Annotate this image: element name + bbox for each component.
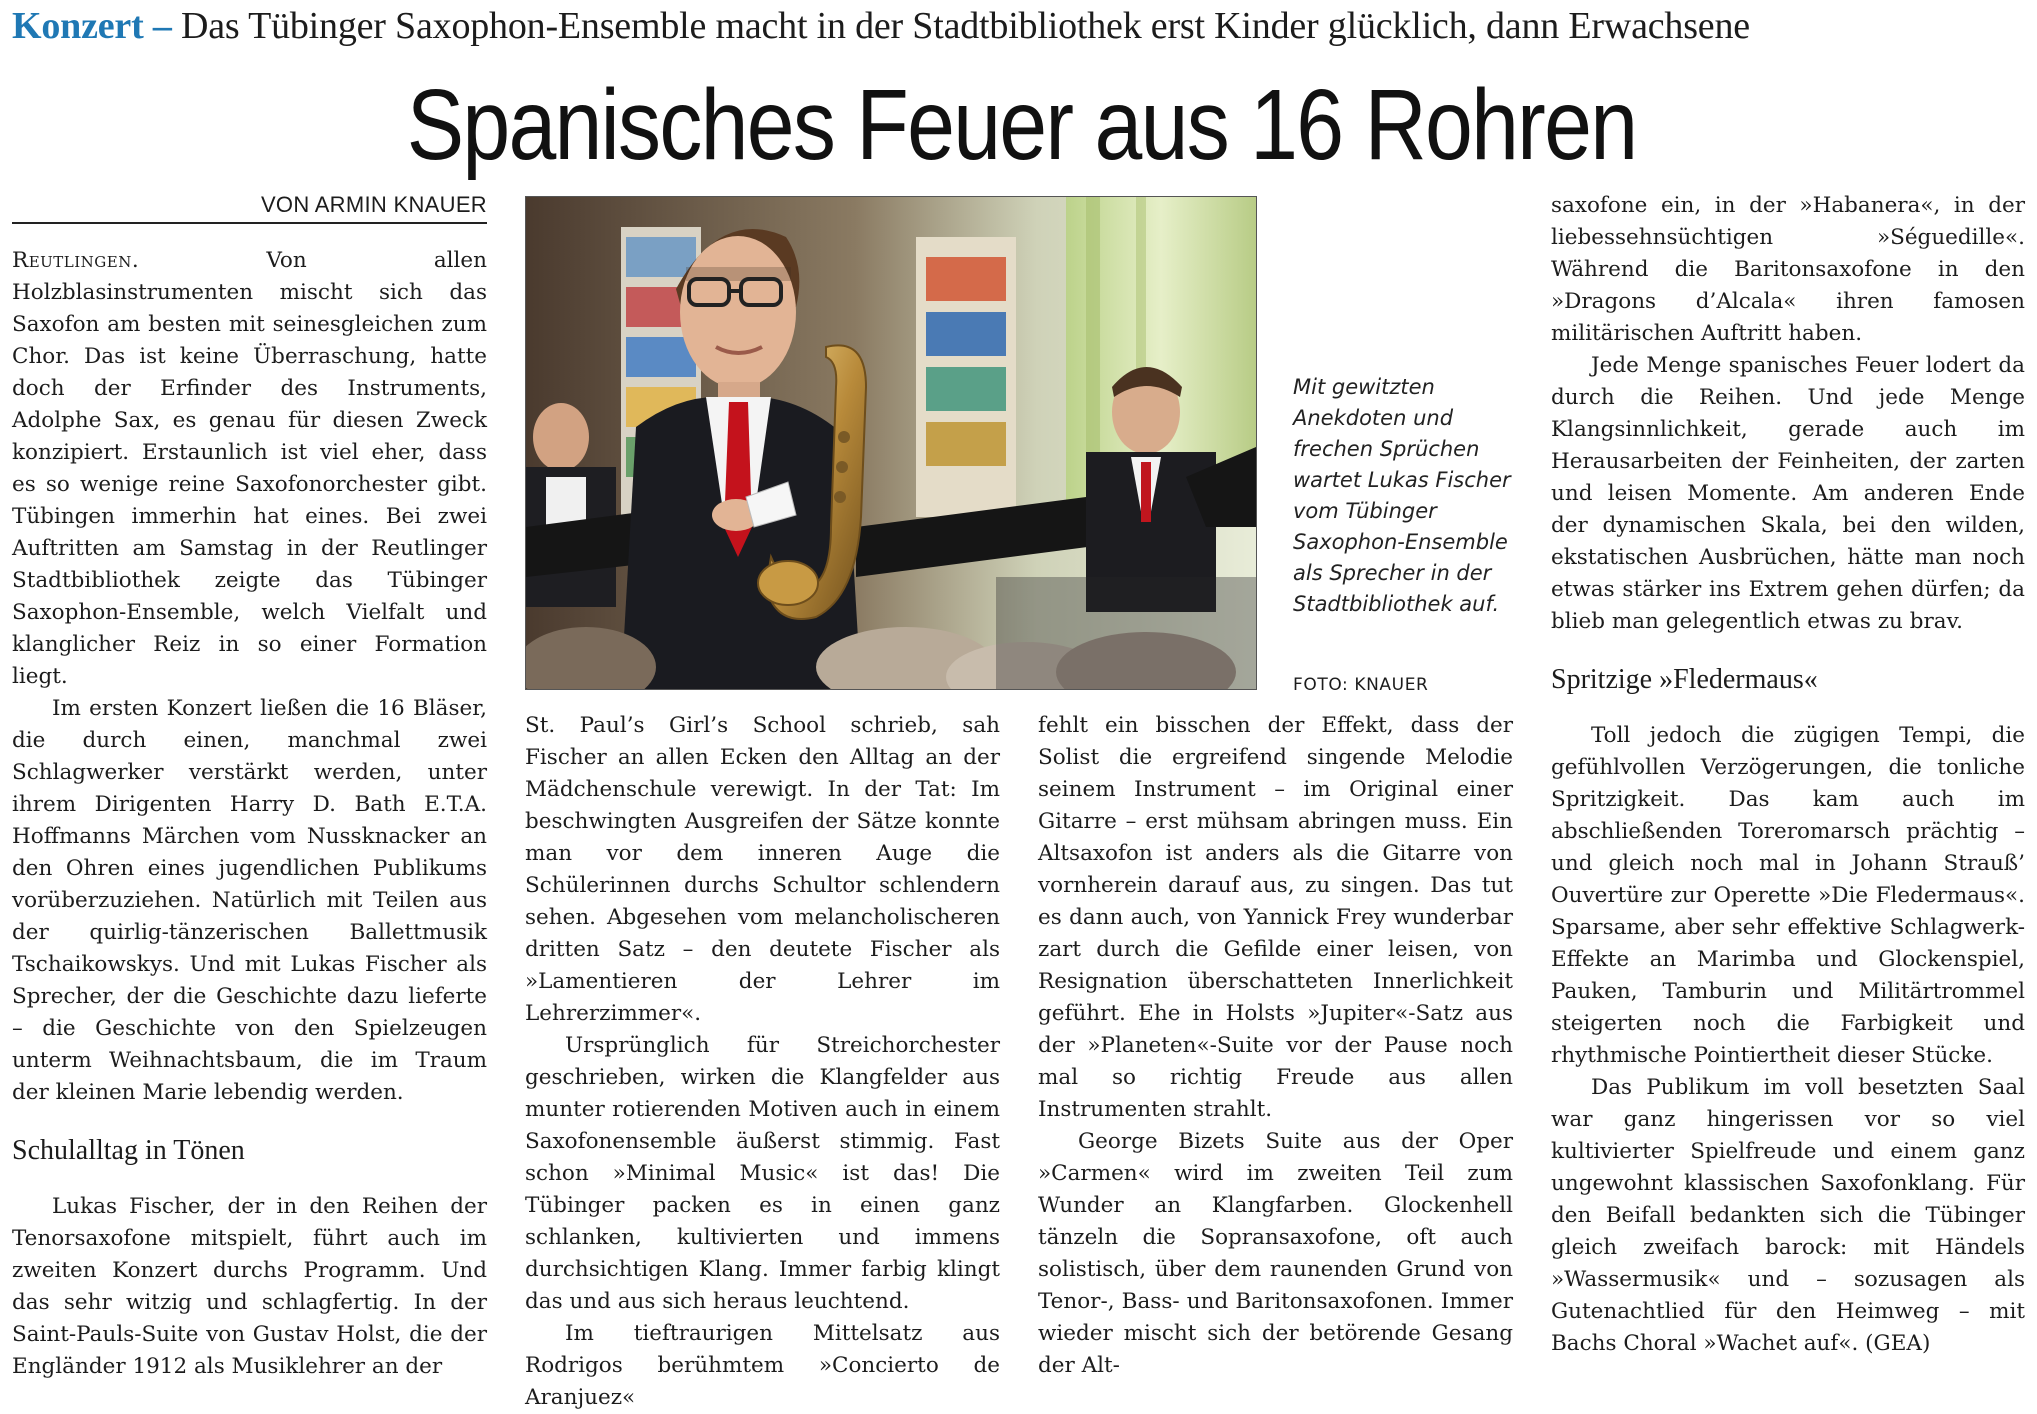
dateline: Reutlingen. — [12, 248, 140, 273]
paragraph: saxofone ein, in der »Habanera«, in der liebessehnsüchtigen »Séguedille«. Während die Baritonsaxofone in den »Dragons d’Alcala« ihren famosen militärischen Auftritt haben. — [1551, 193, 2025, 346]
article-column-1 — [12, 245, 487, 1379]
section-heading: Schulalltag in Tönen — [12, 1135, 245, 1166]
lead-text: Von allen Holzblasinstrumenten mischt sich das Saxofon am besten mit seinesgleichen zum Chor. Das ist keine Überraschung, hatte doch der Erfinder des Instruments, Adolphe Sax, es genau für diesen Zweck konzipiert. Erstaunlich ist viel eher, dass es so wenige reine Saxofonorchester gibt. Tübingen immerhin hat eines. Bei zwei Auftritten am Samstag in der Reutlinger Stadtbibliothek zeigte das Tübinger Saxophon-Ensemble, welch Vielfalt und klanglicher Reiz in so einer Formation liegt. — [12, 248, 487, 689]
kicker-line — [12, 0, 2027, 52]
paragraph: Im ersten Konzert ließen die 16 Bläser, die durch einen, manchmal zwei Schlagwerker verstärkt werden, unter ihrem Dirigenten Harry D. Bath E.T.A. Hoffmanns Märchen vom Nussknacker an den Ohren eines jugendlichen Publikums vorüberzuziehen. Natürlich mit Teilen aus der quirlig-tänzerischen Ballettmusik Tschaikowskys. Und mit Lukas Fischer als Sprecher, der die Geschichte dazu lieferte – die Geschichte von den Spielzeugen unterm Weihnachtsbaum, die im Traum der kleinen Marie lebendig werden. — [12, 696, 487, 1105]
byline: VON ARMIN KNAUER — [12, 188, 487, 224]
paragraph: Toll jedoch die zügigen Tempi, die gefühlvollen Verzögerungen, die tonliche Spritzigkeit. Das kam auch im abschließenden Toreromarsch prächtig – und gleich noch mal in Johann Strauß’ Ouvertüre zur Operette »Die Fledermaus«. Sparsame, aber sehr effektive Schlagwerk-Effekte an Marimba und Glockenspiel, Pauken, Tamburin und Militärtrommel steigerten noch die Farbigkeit und rhythmische Pointiertheit dieser Stücke. — [1551, 723, 2025, 1068]
paragraph: George Bizets Suite aus der Oper »Carmen« wird im zweiten Teil zum Wunder an Klangfarben. Glockenhell tänzeln die Sopransaxofone, oft auch solistisch, über dem raunenden Grund von Tenor-, Bass- und Baritonsaxofonen. Immer wieder mischt sich der betörende Gesang der Alt- — [1038, 1129, 1513, 1378]
paragraph: Ursprünglich für Streichorchester geschrieben, wirken die Klangfelder aus munter rotierenden Motiven auch in einem Saxofonensemble äußerst stimmig. Fast schon »Minimal Music« ist das! Die Tübinger packen es in einen ganz schlanken, kultivierten und immens durchsichtigen Klang. Immer farbig klingt das und aus sich heraus leuchtend. — [525, 1033, 1000, 1314]
article-column-2 — [525, 710, 1000, 1410]
paragraph: Lukas Fischer, der in den Reihen der Tenorsaxofone mitspielt, führt auch im zweiten Konzert durchs Programm. Und das sehr witzig und schlagfertig. In der Saint-Pauls-Suite von Gustav Holst, die der Engländer 1912 als Musiklehrer an der — [12, 1194, 487, 1379]
photo-caption: Mit gewitzten Anekdoten und frechen Sprüchen wartet Lukas Fischer vom Tübinger Saxophon-Ensemble als Sprecher in der Stadtbibliothek auf. — [1293, 375, 1511, 616]
photo-credit: FOTO: KNAUER — [1293, 675, 1429, 695]
paragraph: St. Paul’s Girl’s School schrieb, sah Fischer an allen Ecken den Alltag an der Mädchenschule verewigt. In der Tat: Im beschwingten Ausgreifen der Sätze konnte man vor dem inneren Auge die Schülerinnen durchs Schultor schlendern sehen. Abgesehen vom melancholischeren dritten Satz – den deutete Fischer als »Lamentieren der Lehrer im Lehrerzimmer«. — [525, 713, 1000, 1026]
paragraph: Jede Menge spanisches Feuer lodert da durch die Reihen. Und jede Menge Klangsinnlichkeit, gerade auch im Herausarbeiten der Feinheiten, der zarten und leisen Momente. Am anderen Ende der dynamischen Skala, bei den wilden, ekstatischen Ausbrüchen, hätte man noch etwas stärker ins Extrem gehen dürfen; da blieb man gelegentlich etwas zu brav. — [1551, 353, 2025, 634]
paragraph: fehlt ein bisschen der Effekt, dass der Solist die ergreifend singende Melodie seinem Instrument – im Original einer Gitarre – erst mühsam abringen muss. Ein Altsaxofon ist anders als die Gitarre von vornherein darauf aus, zu singen. Das tut es dann auch, von Yannick Frey wunderbar zart durch die Gefilde einer leisen, von Resignation überschatteten Innerlichkeit geführt. Ehe in Holsts »Jupiter«-Satz aus der »Planeten«-Suite vor der Pause noch mal so richtig Freude aus allen Instrumenten strahlt. — [1038, 713, 1513, 1122]
article-photo — [525, 196, 1257, 690]
rubric-label: Konzert – — [12, 5, 172, 47]
subheadline: Das Tübinger Saxophon-Ensemble macht in der Stadtbibliothek erst Kinder glücklich, dann Erwachsene — [171, 5, 1750, 47]
paragraph: Im tieftraurigen Mittelsatz aus Rodrigos berühmtem »Concierto de Aranjuez« — [525, 1321, 1000, 1410]
article-column-3 — [1038, 710, 1513, 1378]
headline: Spanisches Feuer aus 16 Rohren — [406, 69, 1637, 181]
saxophonist-photo-illustration — [526, 197, 1256, 689]
section-heading: Spritzige »Fledermaus« — [1551, 664, 1818, 695]
paragraph: Das Publikum im voll besetzten Saal war ganz hingerissen vor so viel kultivierter Spielfreude und einem ganz ungewohnt klassischen Saxofonklang. Für den Beifall bedankten sich die Tübinger gleich zweifach barock: mit Händels »Wassermusik« und – sozusagen als Gutenachtlied für den Heimweg – mit Bachs Choral »Wachet auf«. (GEA) — [1551, 1075, 2025, 1356]
lead-paragraph — [12, 245, 487, 693]
article-column-4 — [1551, 190, 2025, 1356]
